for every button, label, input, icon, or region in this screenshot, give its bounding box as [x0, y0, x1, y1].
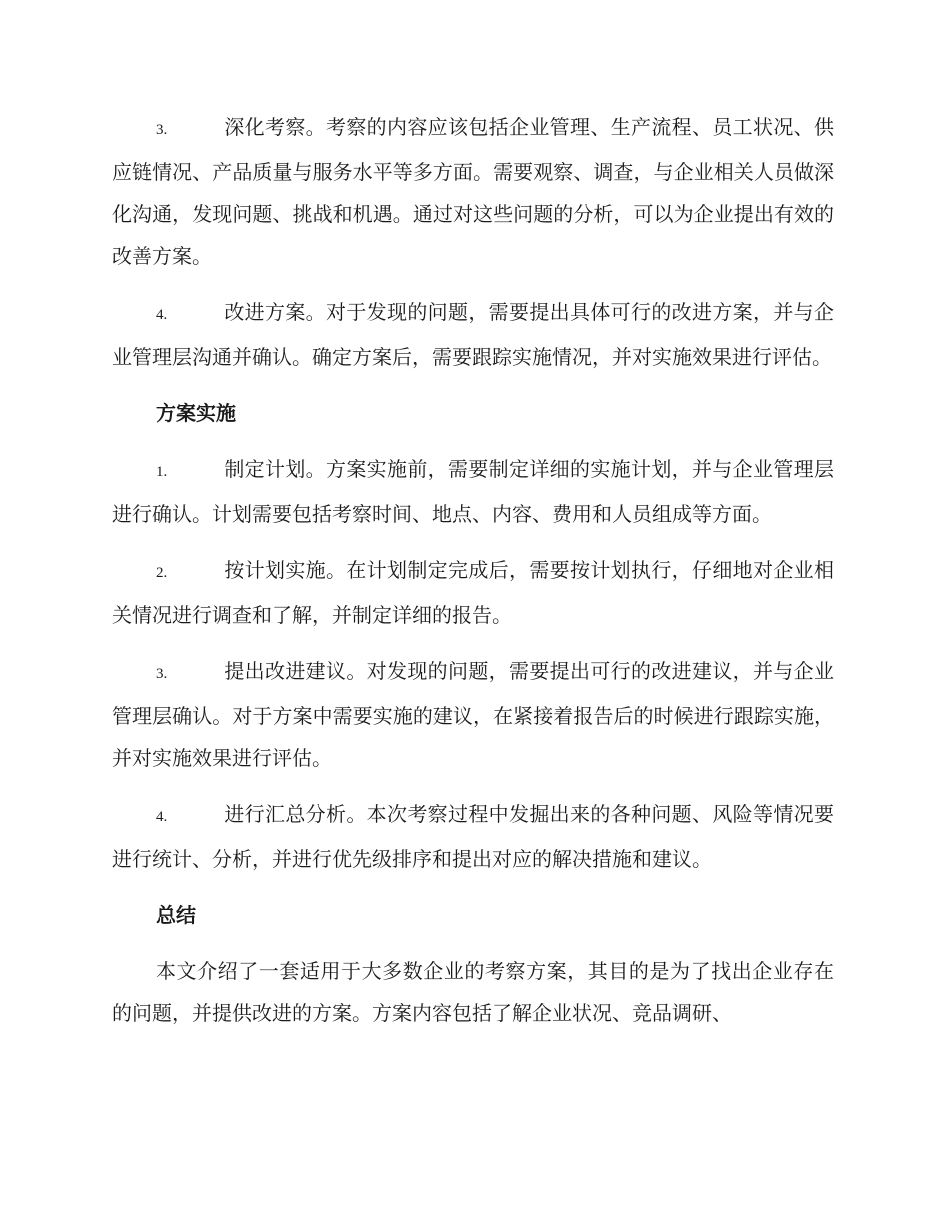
list-number: 3. [156, 122, 168, 138]
list-number: 3. [156, 666, 168, 682]
list-item-text: 深化考察。考察的内容应该包括企业管理、生产流程、员工状况、供应链情况、产品质量与服务水平等多方面。需要观察、调查，与企业相关人员做深化沟通，发现问题、挑战和机遇。通过对这些问题的分析，可以为企业提出有效的改善方案。 [112, 115, 834, 268]
list-number: 4. [156, 307, 168, 323]
list-item-text: 改进方案。对于发现的问题，需要提出具体可行的改进方案，并与企业管理层沟通并确认。确定方案后，需要跟踪实施情况，并对实施效果进行评估。 [112, 300, 834, 369]
list-item-text: 按计划实施。在计划制定完成后，需要按计划执行，仔细地对企业相关情况进行调查和了解，并制定详细的报告。 [112, 558, 834, 627]
summary-paragraph: 本文介绍了一套适用于大多数企业的考察方案，其目的是为了找出企业存在的问题，并提供改进的方案。方案内容包括了解企业状况、竞品调研、 [112, 959, 834, 1025]
list-item [112, 106, 834, 277]
list-item [112, 650, 834, 779]
list-item [112, 291, 834, 378]
list-item [112, 793, 834, 880]
list-item-text: 进行汇总分析。本次考察过程中发掘出来的各种问题、风险等情况要进行统计、分析，并进行优先级排序和提出对应的解决措施和建议。 [112, 802, 834, 871]
section-heading-summary: 总结 [156, 903, 196, 927]
list-item-text: 制定计划。方案实施前，需要制定详细的实施计划，并与企业管理层进行确认。计划需要包括考察时间、地点、内容、费用和人员组成等方面。 [112, 457, 834, 526]
list-item [112, 448, 834, 535]
list-number: 2. [156, 565, 168, 581]
list-number: 1. [156, 464, 168, 480]
list-number: 4. [156, 809, 168, 825]
section-heading-implementation: 方案实施 [156, 401, 236, 425]
list-item-text: 提出改进建议。对发现的问题，需要提出可行的改进建议，并与企业管理层确认。对于方案中需要实施的建议，在紧接着报告后的时候进行跟踪实施，并对实施效果进行评估。 [112, 659, 834, 770]
document-body [112, 106, 834, 1048]
list-item [112, 549, 834, 636]
